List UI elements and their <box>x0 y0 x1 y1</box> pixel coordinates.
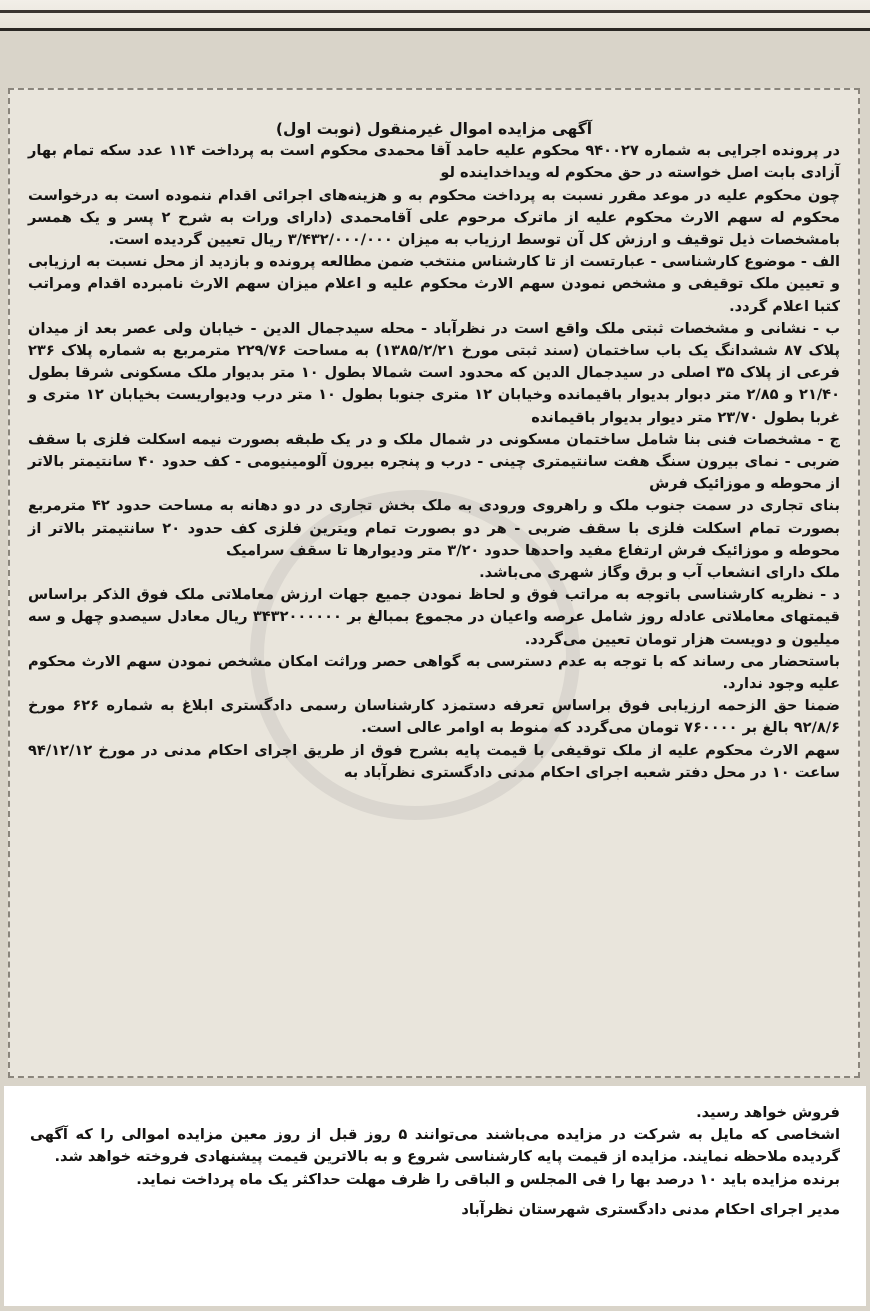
continuation-paragraph: برنده مزایده باید ۱۰ درصد بها را فی المجلس و الباقی را ظرف مهلت حداکثر یک ماه پرداخت نماید. <box>136 1170 840 1188</box>
notice-paragraph: ملک دارای انشعاب آب و برق وگاز شهری می‌باشد. <box>479 564 840 582</box>
notice-paragraph: الف - موضوع کارشناسی - عبارتست از تا کارشناس منتخب ضمن مطالعه پرونده و بازدید از محل نسبت به ارزیابی و تعیین ملک توقیفی و مشخص نمودن سهم الارث محکوم علیه و اعلام میزان سهم الارث نامبرده اقدام ومراتب کتبا اعلام گردد. <box>28 253 840 315</box>
notice-paragraph: در پرونده اجرایی به شماره ۹۴۰۰۲۷ محکوم علیه حامد آقا محمدی محکوم است به پرداخت ۱۱۴ عدد سکه تمام بهار آزادی بابت اصل خواسته در حق محکوم له ویداخداینده لو <box>28 142 840 182</box>
notice-paragraph: ج - مشخصات فنی بنا شامل ساختمان مسکونی در شمال ملک و در یک طبقه بصورت نیمه اسکلت فلزی با سقف ضربی - نمای بیرون سنگ هفت سانتیمتری چینی - درب و پنجره بیرون آلومینیومی - کف حدود ۴۰ سانتیمتر بالاتر از محوطه و موزائیک فرش <box>28 430 840 493</box>
notice-paragraph: چون محکوم علیه در موعد مقرر نسبت به پرداخت محکوم به و هزینه‌های اجرائی اقدام ننموده است به درخواست محکوم له سهم الارث محکوم علیه از ماترک مرحوم علی آقامحمدی (دارای ورات به شرح ۲ پسر و یک همسر بامشخصات ذیل توقیف و ارزش کل آن توسط ارزیاب به میزان ۳/۴۳۲/۰۰۰/۰۰۰ ریال تعیین گردیده است. <box>28 186 840 249</box>
notice-body <box>28 118 840 784</box>
notice-paragraph: ب - نشانی و مشخصات ثبتی ملک واقع است در نظرآباد - محله سیدجمال الدین - خیابان ولی عصر بعد از میدان پلاک ۸۷ ششدانگ یک باب ساختمان (سند ثبتی مورخ ۱۳۸۵/۲/۲۱) به مساحت ۲۲۹/۷۶ مترمربع به شماره پلاک ۲۳۶ فرعی از پلاک ۳۵ اصلی در سیدجمال الدین که محدود است شمالا بطول ۱۰ متر بدیوار ملک مسکونی شرقا بطول ۲۱/۴۰ و ۲/۸۵ متر دبوار بدیوار باقیمانده وخیابان ۱۲ متری جنوبا بطول ۱۰ متر درب ودیواریست بخیابان ۱۲ متری و غربا بطول ۲۳/۷۰ متر دیوار بدیوار باقیمانده <box>28 319 840 426</box>
newspaper-top-rule <box>0 0 870 31</box>
notice-paragraph: سهم الارث محکوم علیه از ملک توقیفی با قیمت پایه بشرح فوق از طریق اجرای احکام مدنی در مورخ ۹۴/۱۲/۱۲ ساعت ۱۰ در محل دفتر شعبه اجرای احکام مدنی دادگستری نظرآباد به <box>28 741 840 781</box>
notice-title: آگهی مزایده اموال غیرمنقول (نوبت اول) <box>275 120 593 138</box>
continuation-paragraph: اشخاصی که مایل به شرکت در مزایده می‌باشند می‌توانند ۵ روز قبل از روز معین مزایده اموالی را که آگهی گردیده ملاحظه نمایند. مزایده از قیمت پایه کارشناسی شروع و به بالاترین قیمت پیشنهادی فروخته خواهد شد. <box>30 1126 841 1166</box>
notice-paragraph: د - نظریه کارشناسی باتوجه به مراتب فوق و لحاظ نمودن جمیع جهات ارزش معاملاتی ملک فوق الذکر براساس قیمتهای معاملاتی عادله روز شامل عرصه واعیان در مجموع بمبالغ بر ۳۴۳۲۰۰۰۰۰۰ ریال معادل سیصدو چهل و سه میلیون و دویست هزار تومان تعیین می‌گردد. <box>28 586 840 648</box>
notice-paragraph: ضمنا حق الزحمه ارزیابی فوق براساس تعرفه دستمزد کارشناسان رسمی دادگستری ابلاغ به شماره ۶۲۶ مورخ ۹۲/۸/۶ بالغ بر ۷۶۰۰۰۰ تومان می‌گردد که منوط به اوامر عالی است. <box>28 697 841 737</box>
notice-paragraph: باستحضار می رساند که با توجه به عدم دسترسی به گواهی حصر وراثت امکان مشخص نمودن سهم الارث محکوم علیه وجود ندارد. <box>28 652 840 693</box>
continuation-paragraph: فروش خواهد رسید. <box>696 1104 840 1121</box>
notice-paragraph: بنای تجاری در سمت جنوب ملک و راهروی ورودی به ملک بخش تجاری در دو دهانه به مساحت حدود ۴۲ مترمربع بصورت تمام اسکلت فلزی با سقف ضربی - هر دو بصورت تمام ویترین فلزی کف حدود ۲۰ سانتیمتر بالاتر از محوطه و موزائیک فرش ارتفاع مفید واحدها حدود ۳/۲۰ متر ودیوارها تا سقف سرامیک <box>28 497 841 559</box>
continuation-body <box>30 1102 840 1221</box>
signature: مدیر اجرای احکام مدنی دادگستری شهرستان نظرآباد <box>461 1200 840 1218</box>
